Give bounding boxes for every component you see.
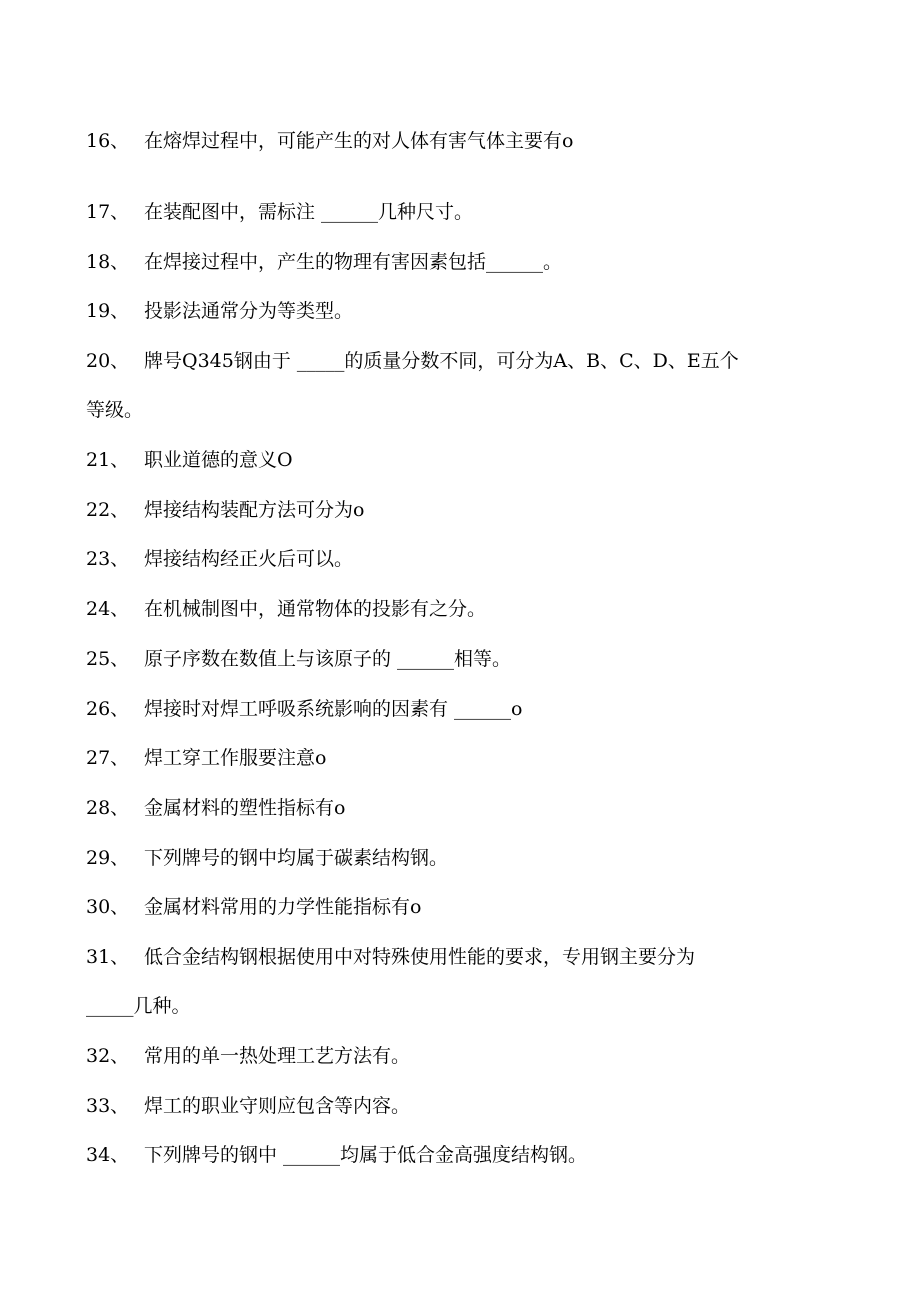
question-text: 金属材料的塑性指标有o [144, 797, 346, 819]
question-number: 18、 [86, 251, 130, 273]
question-20-continuation: 等级。 [86, 399, 144, 421]
question-number: 25、 [86, 648, 130, 670]
question-number: 31、 [86, 946, 130, 968]
question-28 [86, 796, 826, 820]
question-33 [86, 1094, 826, 1118]
question-number: 33、 [86, 1095, 130, 1117]
question-number: 29、 [86, 847, 130, 869]
question-text: 下列牌号的钢中均属于碳素结构钢。 [144, 847, 449, 869]
question-number: 16、 [86, 130, 130, 152]
question-text: 焊接结构装配方法可分为o [144, 499, 365, 521]
question-24 [86, 597, 826, 621]
question-text: 焊工的职业守则应包含等内容。 [144, 1095, 411, 1117]
question-text: 下列牌号的钢中 ______均属于低合金高强度结构钢。 [144, 1144, 588, 1166]
question-17 [86, 200, 826, 224]
question-text: 在熔焊过程中，可能产生的对人体有害气体主要有o [144, 130, 574, 152]
question-number: 32、 [86, 1045, 130, 1067]
question-text: 牌号Q345钢由于 _____的质量分数不同，可分为A、B、C、D、E五个 [144, 350, 739, 372]
question-number: 19、 [86, 300, 130, 322]
question-text: 在装配图中，需标注 ______几种尺寸。 [144, 201, 474, 223]
question-16 [86, 129, 826, 153]
question-18 [86, 250, 826, 274]
question-number: 34、 [86, 1144, 130, 1166]
question-23 [86, 547, 826, 571]
question-19 [86, 299, 826, 323]
question-text: 焊工穿工作服要注意o [144, 747, 327, 769]
question-number: 17、 [86, 201, 130, 223]
question-22 [86, 498, 826, 522]
question-25 [86, 647, 826, 671]
question-text: 金属材料常用的力学性能指标有o [144, 896, 422, 918]
question-27 [86, 746, 826, 770]
question-20 [86, 349, 826, 373]
question-29 [86, 846, 826, 870]
question-text: 在焊接过程中，产生的物理有害因素包括______。 [144, 251, 563, 273]
question-text: 原子序数在数值上与该原子的 ______相等。 [144, 648, 512, 670]
question-text: 常用的单一热处理工艺方法有。 [144, 1045, 411, 1067]
question-number: 27、 [86, 747, 130, 769]
question-31 [86, 945, 826, 969]
question-26 [86, 697, 826, 721]
question-34 [86, 1143, 826, 1167]
question-number: 21、 [86, 449, 130, 471]
question-text: 职业道德的意义O [144, 449, 293, 471]
question-text: 在机械制图中，通常物体的投影有之分。 [144, 598, 487, 620]
question-text: 焊接结构经正火后可以。 [144, 548, 354, 570]
question-number: 20、 [86, 350, 130, 372]
question-number: 23、 [86, 548, 130, 570]
question-text: 焊接时对焊工呼吸系统影响的因素有 ______o [144, 698, 523, 720]
question-number: 28、 [86, 797, 130, 819]
question-30 [86, 895, 826, 919]
question-number: 22、 [86, 499, 130, 521]
question-number: 30、 [86, 896, 130, 918]
question-21 [86, 448, 826, 472]
question-text: 低合金结构钢根据使用中对特殊使用性能的要求，专用钢主要分为 [144, 946, 696, 968]
question-text: 投影法通常分为等类型。 [144, 300, 354, 322]
question-number: 26、 [86, 698, 130, 720]
question-number: 24、 [86, 598, 130, 620]
question-31-continuation: _____几种。 [86, 995, 191, 1017]
question-32 [86, 1044, 826, 1068]
